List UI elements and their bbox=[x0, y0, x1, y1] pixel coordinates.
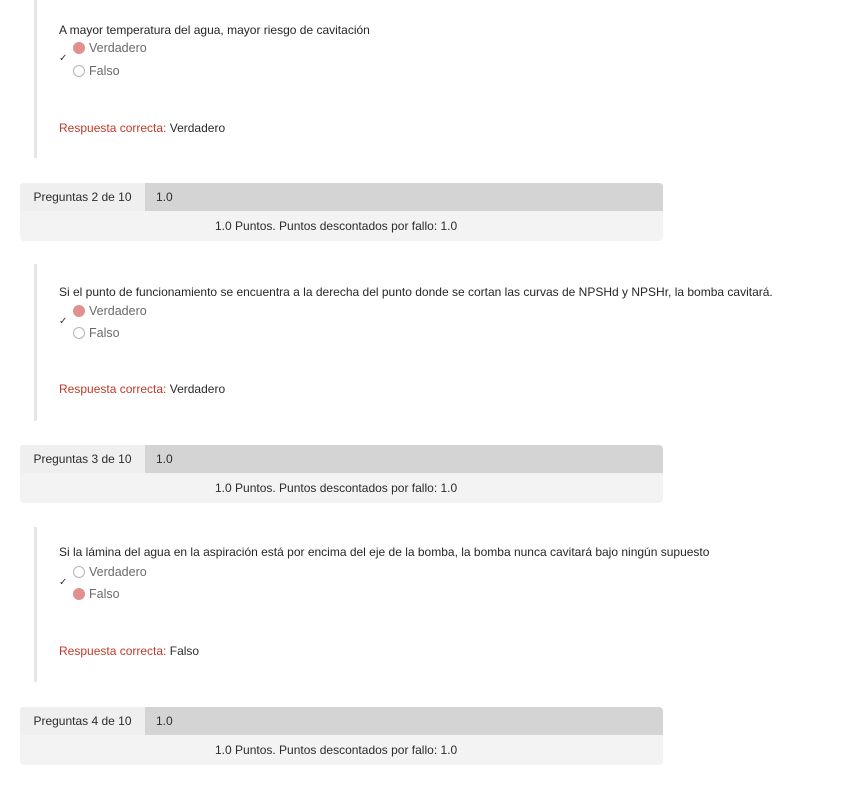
option-label: Falso bbox=[89, 326, 120, 340]
option-label: Falso bbox=[89, 64, 120, 78]
score-card bbox=[20, 707, 663, 765]
grade-value: 1.0 bbox=[156, 714, 173, 728]
points-text: 1.0 Puntos. Puntos descontados por fallo: 1.0 bbox=[215, 743, 458, 757]
check-icon: ✓ bbox=[59, 577, 68, 588]
question-block-2 bbox=[34, 264, 837, 421]
question-text: Si la lámina del agua en la aspiración está por encima del eje de la bomba, la bomba nunca cavitará bajo ningún supuesto bbox=[59, 545, 710, 559]
option-verdadero[interactable] bbox=[73, 565, 147, 579]
option-label: Verdadero bbox=[89, 41, 147, 55]
correct-answer-value: Falso bbox=[169, 644, 200, 658]
question-block-1 bbox=[34, 0, 837, 158]
radio-icon[interactable] bbox=[73, 588, 85, 600]
question-text: Si el punto de funcionamiento se encuentra a la derecha del punto donde se cortan las curvas de NPSHd y NPSHr, la bomba cavitará. bbox=[59, 285, 773, 299]
correct-answer-value: Verdadero bbox=[169, 121, 226, 135]
question-text: A mayor temperatura del agua, mayor riesgo de cavitación bbox=[59, 23, 370, 37]
radio-icon[interactable] bbox=[73, 42, 85, 54]
correct-answer bbox=[59, 382, 225, 396]
question-counter: Preguntas 4 de 10 bbox=[20, 707, 145, 735]
option-falso[interactable] bbox=[73, 587, 120, 601]
option-label: Falso bbox=[89, 587, 120, 601]
points-bar bbox=[20, 735, 663, 765]
check-icon: ✓ bbox=[59, 53, 68, 64]
radio-icon[interactable] bbox=[73, 65, 85, 77]
option-falso[interactable] bbox=[73, 64, 120, 78]
points-text: 1.0 Puntos. Puntos descontados por fallo: 1.0 bbox=[215, 481, 458, 495]
option-label: Verdadero bbox=[89, 304, 147, 318]
points-bar bbox=[20, 473, 663, 503]
correct-answer bbox=[59, 121, 225, 135]
check-icon: ✓ bbox=[59, 316, 68, 327]
question-block-3 bbox=[34, 527, 837, 682]
correct-answer-value: Verdadero bbox=[169, 382, 226, 396]
correct-answer bbox=[59, 644, 199, 658]
grade-value: 1.0 bbox=[156, 190, 173, 204]
question-counter: Preguntas 3 de 10 bbox=[20, 445, 145, 473]
option-verdadero[interactable] bbox=[73, 41, 147, 55]
option-label: Verdadero bbox=[89, 565, 147, 579]
option-falso[interactable] bbox=[73, 326, 120, 340]
option-verdadero[interactable] bbox=[73, 304, 147, 318]
grade-value: 1.0 bbox=[156, 452, 173, 466]
points-bar bbox=[20, 211, 663, 241]
score-card bbox=[20, 445, 663, 503]
correct-answer-label: Respuesta correcta: bbox=[59, 121, 167, 135]
correct-answer-label: Respuesta correcta: bbox=[59, 382, 167, 396]
radio-icon[interactable] bbox=[73, 305, 85, 317]
radio-icon[interactable] bbox=[73, 327, 85, 339]
radio-icon[interactable] bbox=[73, 566, 85, 578]
score-card bbox=[20, 183, 663, 241]
points-text: 1.0 Puntos. Puntos descontados por fallo: 1.0 bbox=[215, 219, 458, 233]
correct-answer-label: Respuesta correcta: bbox=[59, 644, 167, 658]
question-counter: Preguntas 2 de 10 bbox=[20, 183, 145, 211]
